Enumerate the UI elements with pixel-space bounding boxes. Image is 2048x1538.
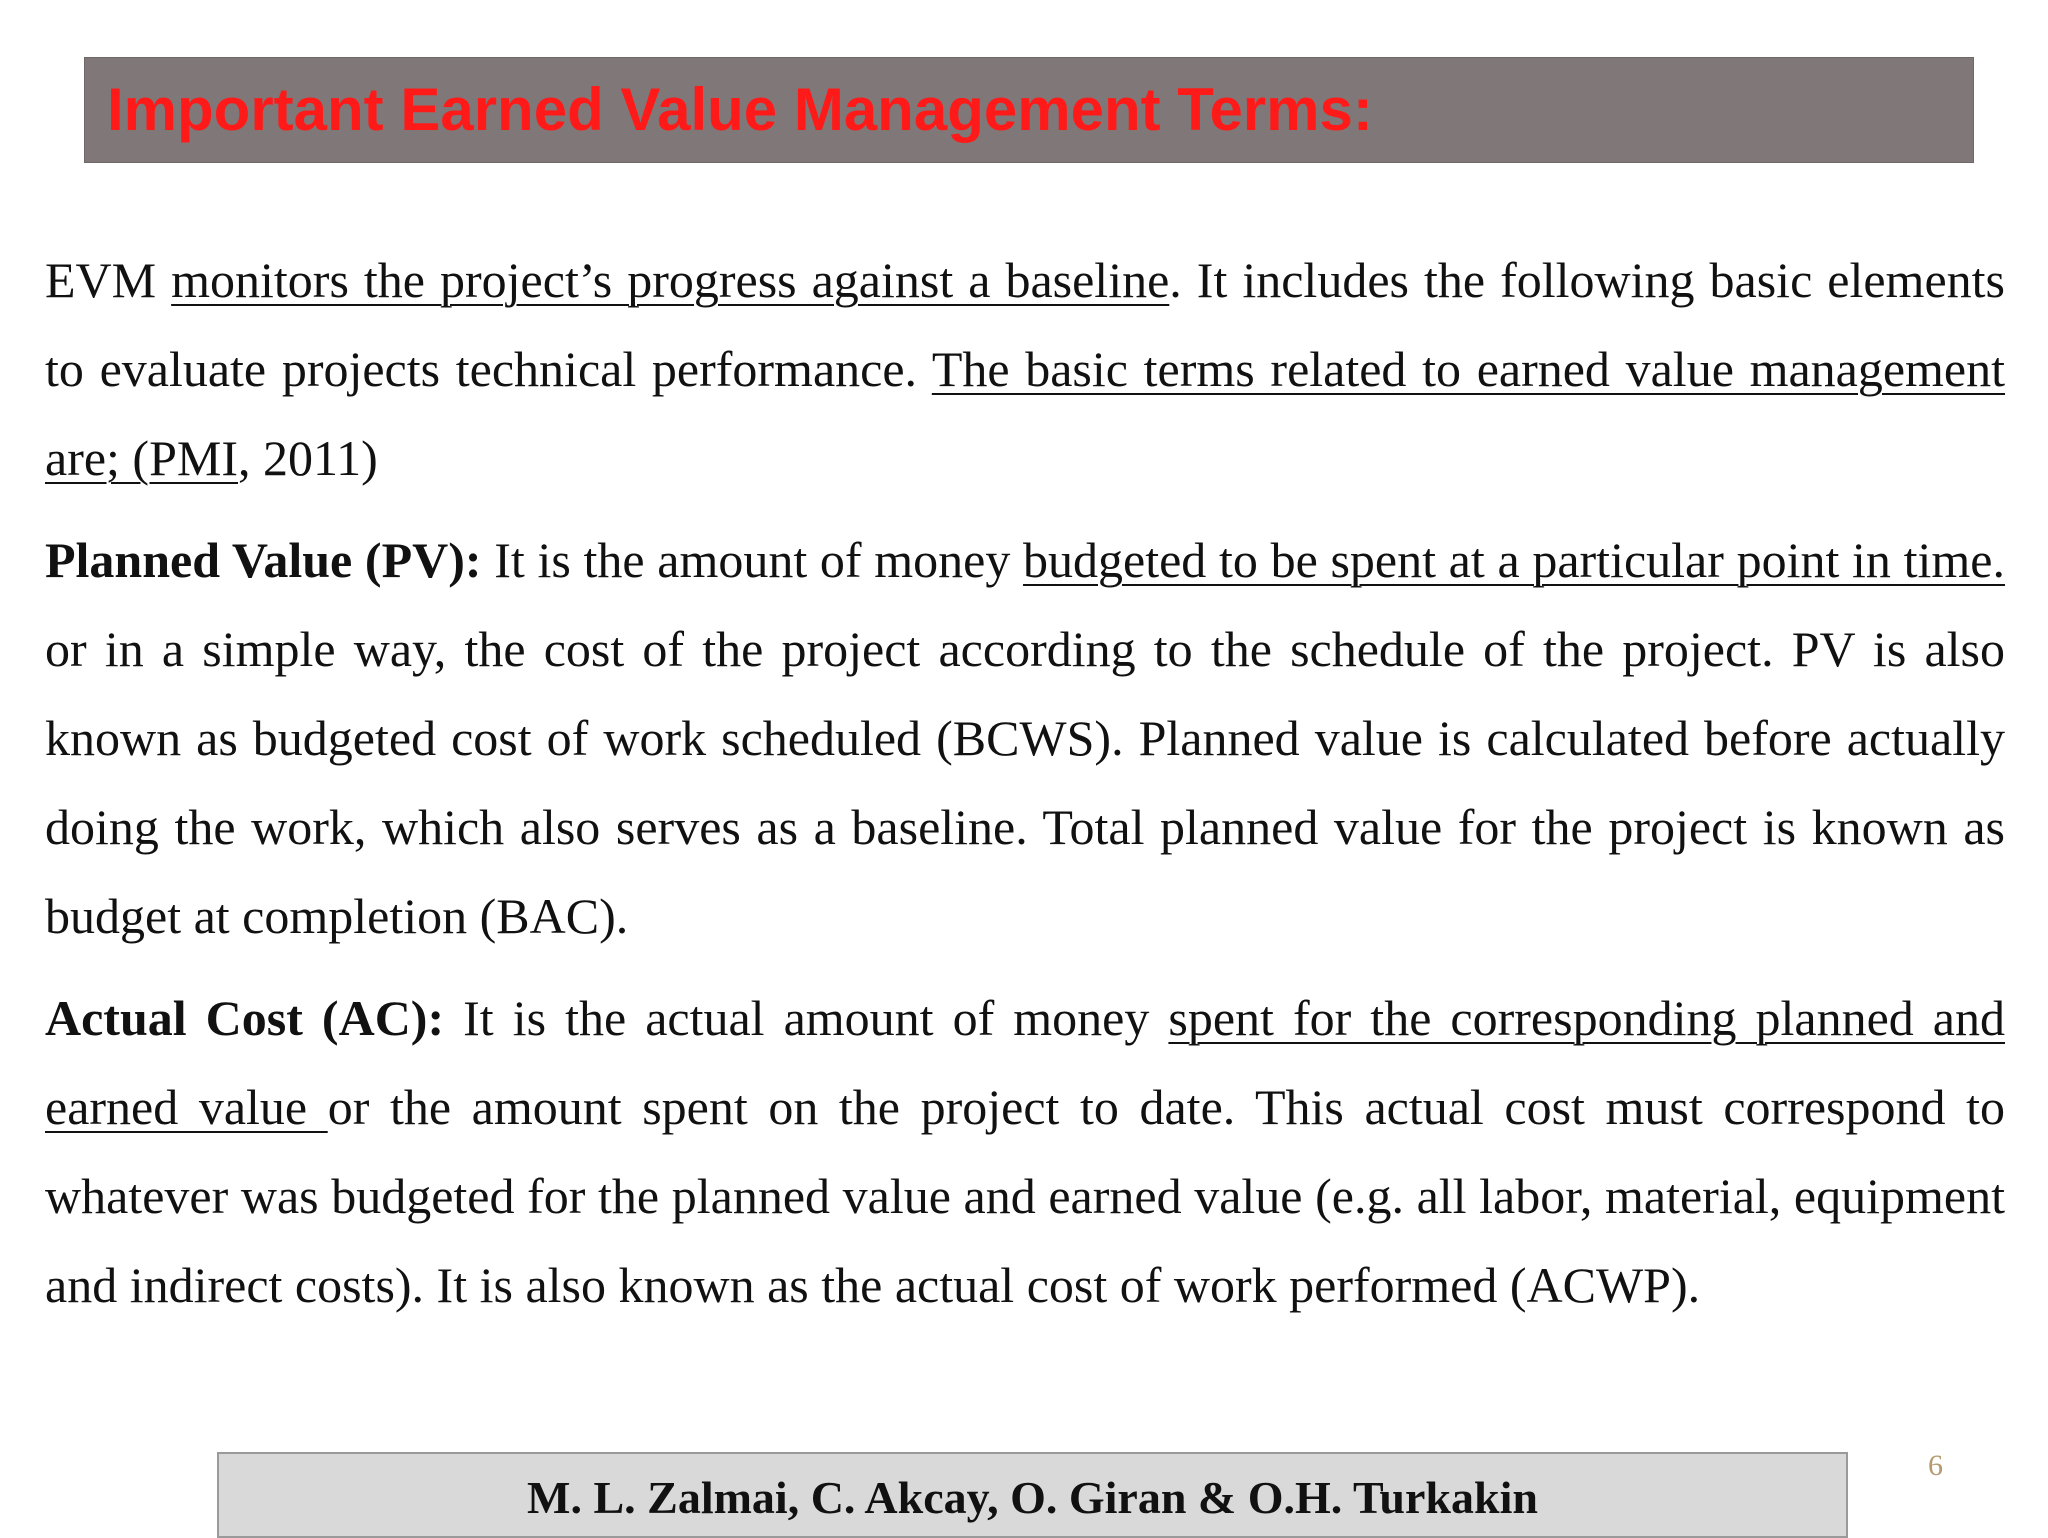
intro-text-3: , 2011) <box>238 430 378 486</box>
footer-bar <box>217 1452 1848 1538</box>
intro-text-1: EVM <box>45 252 172 308</box>
actual-cost-underline: spent for the corresponding planned and earned value <box>45 990 2005 1135</box>
actual-cost-text-2: or the amount spent on the project to date. This actual cost must correspond to whatever was budgeted for the planned value and earned value (e.g. all labor, material, equipment and indirect costs). It is also known as the actual cost of work performed (ACWP). <box>45 1079 2005 1313</box>
page-number: 6 <box>1928 1449 1943 1482</box>
actual-cost-text-1: It is the actual amount of money <box>444 990 1169 1046</box>
slide-title: Important Earned Value Management Terms: <box>107 76 1373 143</box>
planned-value-text-2: or in a simple way, the cost of the project according to the schedule of the project. PV is also known as budgeted cost of work scheduled (BCWS). Planned value is calculated before actually doing the work, which also serves as a baseline. Total planned value for the project is known as budget at completion (BAC). <box>45 621 2005 944</box>
actual-cost-term: Actual Cost (AC): <box>45 990 445 1046</box>
intro-underline-1: monitors the project’s progress against a baseline <box>171 252 1170 308</box>
slide-body <box>45 236 2005 1330</box>
intro-underline-2: The basic terms related to earned value management are; (PMI <box>45 341 2006 486</box>
title-bar <box>84 57 1974 163</box>
intro-text-2: . It includes the following basic elements to evaluate projects technical performance. <box>45 252 2005 397</box>
intro-paragraph <box>45 236 2005 503</box>
planned-value-underline: budgeted to be spent at a particular point in time. <box>1023 532 2005 588</box>
planned-value-term: Planned Value (PV): <box>45 532 482 588</box>
planned-value-paragraph <box>45 516 2005 961</box>
actual-cost-paragraph <box>45 974 2005 1330</box>
planned-value-text-1: It is the amount of money <box>481 532 1024 588</box>
footer-authors: M. L. Zalmai, C. Akcay, O. Giran & O.H. Turkakin <box>527 1472 1538 1523</box>
